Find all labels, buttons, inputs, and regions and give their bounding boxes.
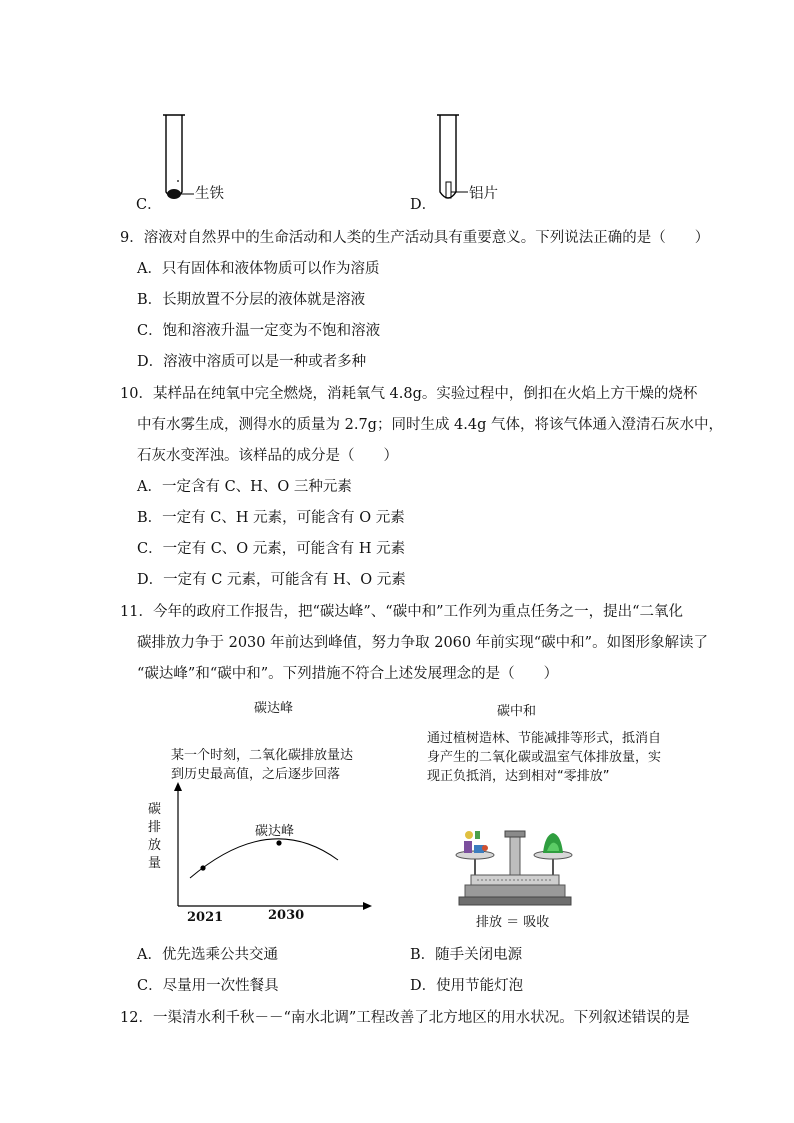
q10-stem-line1: 10．某样品在纯氧中完全燃烧，消耗氧气 4.8g。实验过程中，倒扣在火焰上方干燥的烧杯 xyxy=(120,386,698,402)
balance-scale-illustration xyxy=(455,815,575,910)
q9-option-b: B．长期放置不分层的液体就是溶液 xyxy=(137,292,366,308)
option-d-letter: D． xyxy=(410,197,437,213)
q10-option-c: C．一定有 C、O 元素，可能含有 H 元素 xyxy=(137,541,406,557)
q12-stem: 12．一渠清水利千秋－－“南水北调”工程改善了北方地区的用水状况。下列叙述错误的是 xyxy=(120,1010,690,1026)
point-2021 xyxy=(200,865,205,870)
ylabel-char-4: 量 xyxy=(148,856,162,871)
test-tube-d xyxy=(440,115,456,198)
y-axis-arrow xyxy=(174,782,182,791)
emission-curve xyxy=(190,839,338,878)
carbon-peak-desc-line2: 到历史最高值，之后逐步回落 xyxy=(171,767,341,782)
carbon-peak-title: 碳达峰 xyxy=(254,701,294,716)
tube-d-label: 铝片 xyxy=(469,186,498,202)
aluminum-strip xyxy=(446,182,451,198)
q11-stem-line3: “碳达峰”和“碳中和”。下列措施不符合上述发展理念的是（ ） xyxy=(137,666,559,682)
q11-stem-line1: 11．今年的政府工作报告，把“碳达峰”、“碳中和”工作列为重点任务之一，提出“二氧化 xyxy=(120,604,684,620)
q9-option-c: C．饱和溶液升温一定变为不饱和溶液 xyxy=(137,323,381,339)
ylabel-char-2: 排 xyxy=(148,820,162,835)
carbon-neutral-desc-line2: 身产生的二氧化碳或温室气体排放量，实 xyxy=(427,750,662,765)
factory-icon xyxy=(464,841,472,853)
q10-stem-line3: 石灰水变浑浊。该样品的成分是（ ） xyxy=(137,448,398,464)
test-tube-c-figure xyxy=(160,112,200,212)
x-axis-arrow xyxy=(363,902,372,910)
balance-label: 排放 ＝ 吸收 xyxy=(476,915,550,930)
q11-option-a: A．优先选乘公共交通 xyxy=(137,947,278,963)
carbon-neutral-desc-line1: 通过植树造林、节能减排等形式，抵消自 xyxy=(427,731,662,746)
carbon-neutral-title: 碳中和 xyxy=(497,704,537,719)
x-tick-2030: 2030 xyxy=(268,908,305,923)
ylabel-char-1: 碳 xyxy=(148,802,162,817)
carbon-peak-chart xyxy=(170,780,380,910)
peak-label: 碳达峰 xyxy=(255,824,295,839)
carbon-peak-desc-line1: 某一个时刻，二氧化碳排放量达 xyxy=(171,748,354,763)
q11-option-c: C．尽量用一次性餐具 xyxy=(137,978,279,994)
q11-option-b: B．随手关闭电源 xyxy=(410,947,523,963)
q10-option-d: D．一定有 C 元素，可能含有 H、O 元素 xyxy=(137,572,406,588)
carbon-neutral-desc-line3: 现正负抵消，达到相对“零排放” xyxy=(427,769,610,784)
ylabel-char-3: 放 xyxy=(148,838,162,853)
point-2030 xyxy=(276,840,281,845)
q11-stem-line2: 碳排放力争于 2030 年前达到峰值，努力争取 2060 年前实现“碳中和”。如图形象解读了 xyxy=(137,635,709,651)
test-tube-d-figure xyxy=(434,112,474,212)
q10-option-b: B．一定有 C、H 元素，可能含有 O 元素 xyxy=(137,510,405,526)
q9-stem: 9．溶液对自然界中的生命活动和人类的生产活动具有重要意义。下列说法正确的是（ ） xyxy=(120,230,710,246)
pig-iron-lump xyxy=(167,189,181,199)
q9-option-a: A．只有固体和液体物质可以作为溶质 xyxy=(137,261,380,277)
q11-option-d: D．使用节能灯泡 xyxy=(410,978,524,994)
q10-option-a: A．一定含有 C、H、O 三种元素 xyxy=(137,479,352,495)
option-c-letter: C． xyxy=(136,197,162,213)
tube-c-label: 生铁 xyxy=(195,186,224,202)
test-tube-c xyxy=(166,115,182,198)
x-tick-2021: 2021 xyxy=(187,910,224,925)
q9-option-d: D．溶液中溶质可以是一种或者多种 xyxy=(137,354,367,370)
q10-stem-line2: 中有水雾生成，测得水的质量为 2.7g；同时生成 4.4g 气体，将该气体通入澄清石灰水中， xyxy=(137,417,724,433)
